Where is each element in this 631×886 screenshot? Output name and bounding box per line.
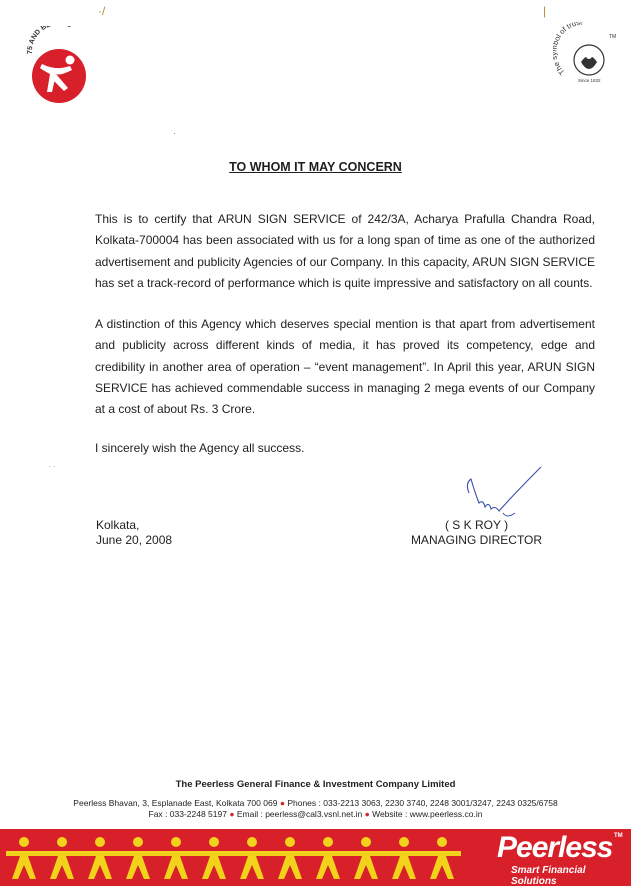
signer-block — [400, 518, 553, 548]
brand-tm: TM — [614, 833, 623, 839]
human-chain-figures — [6, 833, 476, 883]
svg-text:TM: TM — [609, 34, 617, 40]
date: June 20, 2008 — [96, 533, 173, 547]
separator-dot: ● — [229, 809, 235, 819]
letter-heading — [0, 160, 631, 174]
brand-name: Peerless — [497, 831, 613, 864]
place-date-block — [96, 518, 172, 548]
human-figure-icon — [195, 837, 233, 879]
human-figure-icon — [119, 837, 157, 879]
scan-mark: ·/ — [98, 4, 106, 18]
separator-dot: ● — [279, 798, 285, 808]
footer-brand-bar — [0, 829, 631, 886]
signer-title: MANAGING DIRECTOR — [410, 533, 543, 547]
brand-tagline: Smart Financial Solutions — [511, 865, 586, 886]
paragraph-1: This is to certify that ARUN SIGN SERVICE of 242/3A, Acharya Prafulla Chandra Road, Kolkata-700004 has been associated with us for a long span of time as one of the authorized advertisement and publicity Agencies of our Company. In this capacity, ARUN SIGN SERVICE has set a track-record of performance which is quite impressive and satisfactory on all counts. — [95, 212, 595, 290]
anniversary-logo — [26, 26, 90, 106]
address-text: Peerless Bhavan, 3, Esplanade East, Kolkata 700 069 — [73, 798, 278, 808]
email-text: Email : peerless@cal3.vsnl.net.in — [236, 809, 363, 819]
heading-text: TO WHOM IT MAY CONCERN — [229, 160, 402, 174]
svg-text:Since 1932: Since 1932 — [578, 78, 601, 83]
svg-text:75 AND BEYOND: 75 AND B — [26, 26, 48, 55]
fax-text: Fax : 033-2248 5197 — [148, 809, 227, 819]
signer-name: ( S K ROY ) — [444, 518, 509, 532]
svg-text:The symbol of trust: Th ol of trust — [553, 22, 583, 77]
paragraph-3: I sincerely wish the Agency all success. — [95, 441, 305, 455]
place: Kolkata, — [96, 518, 140, 532]
scan-mark: · — [173, 128, 176, 138]
signature-icon — [455, 463, 545, 525]
separator-dot: ● — [364, 809, 370, 819]
website-text: Website : www.peerless.co.in — [372, 809, 483, 819]
human-figure-icon — [81, 837, 119, 879]
human-figure-icon — [157, 837, 195, 879]
human-figure-icon — [347, 837, 385, 879]
human-figure-icon — [423, 837, 461, 879]
human-figure-icon — [309, 837, 347, 879]
scan-mark: · · — [48, 462, 56, 471]
trust-seal-logo — [553, 22, 623, 86]
human-figure-icon — [233, 837, 271, 879]
scan-mark: | — [543, 4, 547, 18]
company-name: The Peerless General Finance & Investment Company Limited — [175, 779, 456, 790]
human-figure-icon — [43, 837, 81, 879]
human-figure-icon — [6, 837, 43, 879]
company-address — [0, 798, 631, 820]
human-figure-icon — [271, 837, 309, 879]
phones-text: Phones : 033-2213 3063, 2230 3740, 2248 3001/3247, 2243 0325/6758 — [287, 798, 558, 808]
human-figure-icon — [385, 837, 423, 879]
paragraph-2: A distinction of this Agency which deserves special mention is that apart from advertisement and publicity across different kinds of media, it has proved its competency, edge and credibility in another area of operation – “event management”. In April this year, ARUN SIGN SERVICE has achieved commendable success in managing 2 mega events of our Company at a cost of about Rs. 3 Crore. — [95, 317, 595, 417]
